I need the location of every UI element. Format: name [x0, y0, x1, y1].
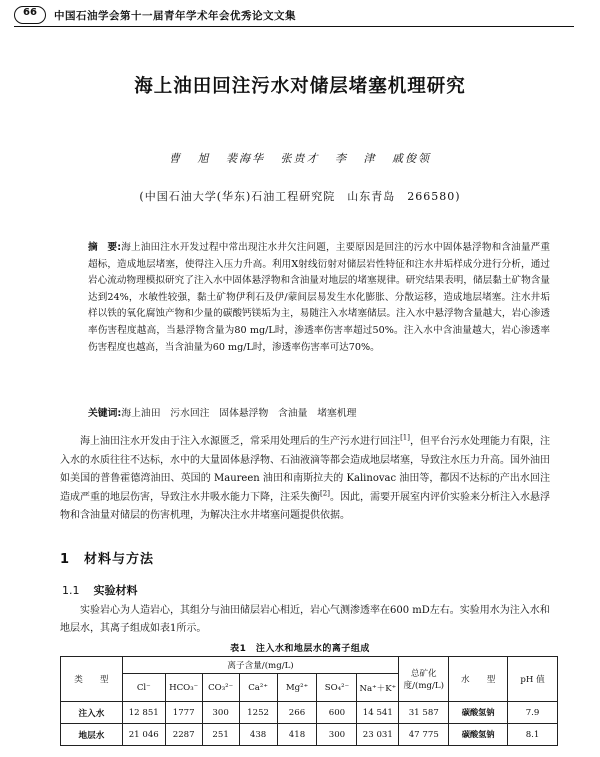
abstract-label: 摘 要:: [88, 242, 122, 253]
intro-text-c: 。因此，需要开展室内评价实验来分析注入水悬浮物和含油量对储层的伤害机理，为解决注水井堵塞问题提供依据。: [60, 491, 551, 522]
keywords: [88, 406, 550, 422]
page-number: 66: [14, 6, 46, 24]
keywords-text: 海上油田 污水回注 固体悬浮物 含油量 堵塞机理: [121, 408, 357, 419]
section-number: 1: [60, 552, 71, 567]
author: 戚俊领: [392, 152, 431, 165]
header-ion-content: 离子含量/(mg/L): [122, 657, 398, 674]
row-type: 地层水: [61, 724, 123, 746]
header-rule: [14, 26, 574, 27]
table-header-row: [61, 657, 558, 674]
author: 李 津: [335, 152, 377, 165]
cell-value: 1252: [239, 702, 277, 724]
subsection-title: 实验材料: [93, 584, 138, 597]
header-total-salinity: 总矿化度/(mg/L): [399, 657, 449, 702]
materials-paragraph: 实验岩心为人造岩心，其组分与油田储层岩心相近，岩心气测渗透率在600 mD左右。实验用水为注入水和地层水，其离子组成如表1所示。: [60, 605, 550, 634]
cell-ph: 7.9: [508, 702, 558, 724]
section-heading: [60, 548, 154, 567]
abstract-text: 海上油田注水开发过程中常出现注水井欠注问题，主要原因是回注的污水中固体悬浮物和含油量严重超标，造成地层堵塞，使得注入压力升高。利用X射线衍射对储层岩性特征和注水井垢样成分进行分析，通过岩心流动物理模拟研究了注入水中固体悬浮物和含油量对地层的堵塞规律。研究结果表明，储层黏土矿物含量达到24%，水敏性较强，黏土矿物伊利石及伊/蒙间层易发生水化膨胀、分散运移，造成地层堵塞。注水井垢样以铁的氧化腐蚀产物和少量的碳酸钙镁垢为主，易随注入水堵塞储层。注入水中悬浮物含量越大，岩心渗透率伤害程度越高，当悬浮物含量为80 mg/L时，渗透率伤害率超过50%。注入水中含油量越大，岩心渗透率伤害程度也越高，当含油量为60 mg/L时，渗透率伤害率可达70%。: [88, 242, 551, 353]
cell-water-type: 碳酸氢钠: [449, 724, 508, 746]
table-row: [61, 702, 558, 724]
cell-value: 438: [239, 724, 277, 746]
subsection-heading: [62, 582, 138, 598]
author: 裴海华: [226, 152, 265, 165]
header-ion: SO₄²⁻: [317, 674, 357, 702]
cell-value: 1777: [165, 702, 202, 724]
paper-title: 海上油田回注污水对储层堵塞机理研究: [134, 76, 466, 97]
cell-value: 251: [202, 724, 239, 746]
cell-water-type: 碳酸氢钠: [449, 702, 508, 724]
section-title: 材料与方法: [84, 552, 155, 567]
introduction-paragraph: [60, 433, 550, 526]
cell-value: 2287: [165, 724, 202, 746]
intro-text-a: 海上油田注水开发由于注入水源匮乏，常采用处理后的生产污水进行回注: [80, 436, 401, 447]
header-ion: Cl⁻: [122, 674, 165, 702]
affiliation: (中国石油大学(华东)石油工程研究院 山东青岛 266580): [139, 190, 461, 203]
author: 曹 旭: [169, 152, 211, 165]
ion-composition-table: [60, 656, 558, 746]
header-ion: Na⁺＋K⁺: [357, 674, 399, 702]
cell-value: 600: [317, 702, 357, 724]
header-ion: CO₃²⁻: [202, 674, 239, 702]
intro-text-b: ，但平台污水处理能力有限，注入水的水质往往不达标，水中的大量固体悬浮物、石油液滴等都会造成地层堵塞，导致注水压力升高。国外油田如美国的普鲁霍德湾油田、英国的 Maureen 油田和南斯拉夫的 Kalinovac 油田等，都因不达标的产出水回注造成严重的地层伤害，导致注水井吸水能力下降，注采失衡: [60, 436, 551, 503]
cell-value: 23 031: [357, 724, 399, 746]
header-ph: pH 值: [508, 657, 558, 702]
cell-value: 14 541: [357, 702, 399, 724]
cell-value: 266: [277, 702, 317, 724]
row-type: 注入水: [61, 702, 123, 724]
journal-title: 中国石油学会第十一届青年学术年会优秀论文文集: [54, 9, 296, 22]
table-caption: 表1 注入水和地层水的离子组成: [230, 644, 370, 654]
header-ion: Ca²⁺: [239, 674, 277, 702]
citation: [2]: [320, 489, 330, 498]
cell-value: 418: [277, 724, 317, 746]
header-water-type: 水 型: [449, 657, 508, 702]
abstract: [88, 240, 550, 356]
author-list: [0, 150, 600, 166]
citation: [1]: [400, 433, 410, 442]
cell-value: 300: [317, 724, 357, 746]
cell-value: 300: [202, 702, 239, 724]
cell-value: 12 851: [122, 702, 165, 724]
table-row: [61, 724, 558, 746]
cell-value: 21 046: [122, 724, 165, 746]
header-ion: HCO₃⁻: [165, 674, 202, 702]
cell-total: 31 587: [399, 702, 449, 724]
cell-ph: 8.1: [508, 724, 558, 746]
cell-total: 47 775: [399, 724, 449, 746]
running-header: [14, 4, 574, 26]
keywords-label: 关键词:: [88, 408, 122, 419]
author: 张贵才: [280, 152, 320, 165]
subsection-number: 1.1: [62, 584, 80, 597]
header-type: 类 型: [61, 657, 123, 702]
header-ion: Mg²⁺: [277, 674, 317, 702]
